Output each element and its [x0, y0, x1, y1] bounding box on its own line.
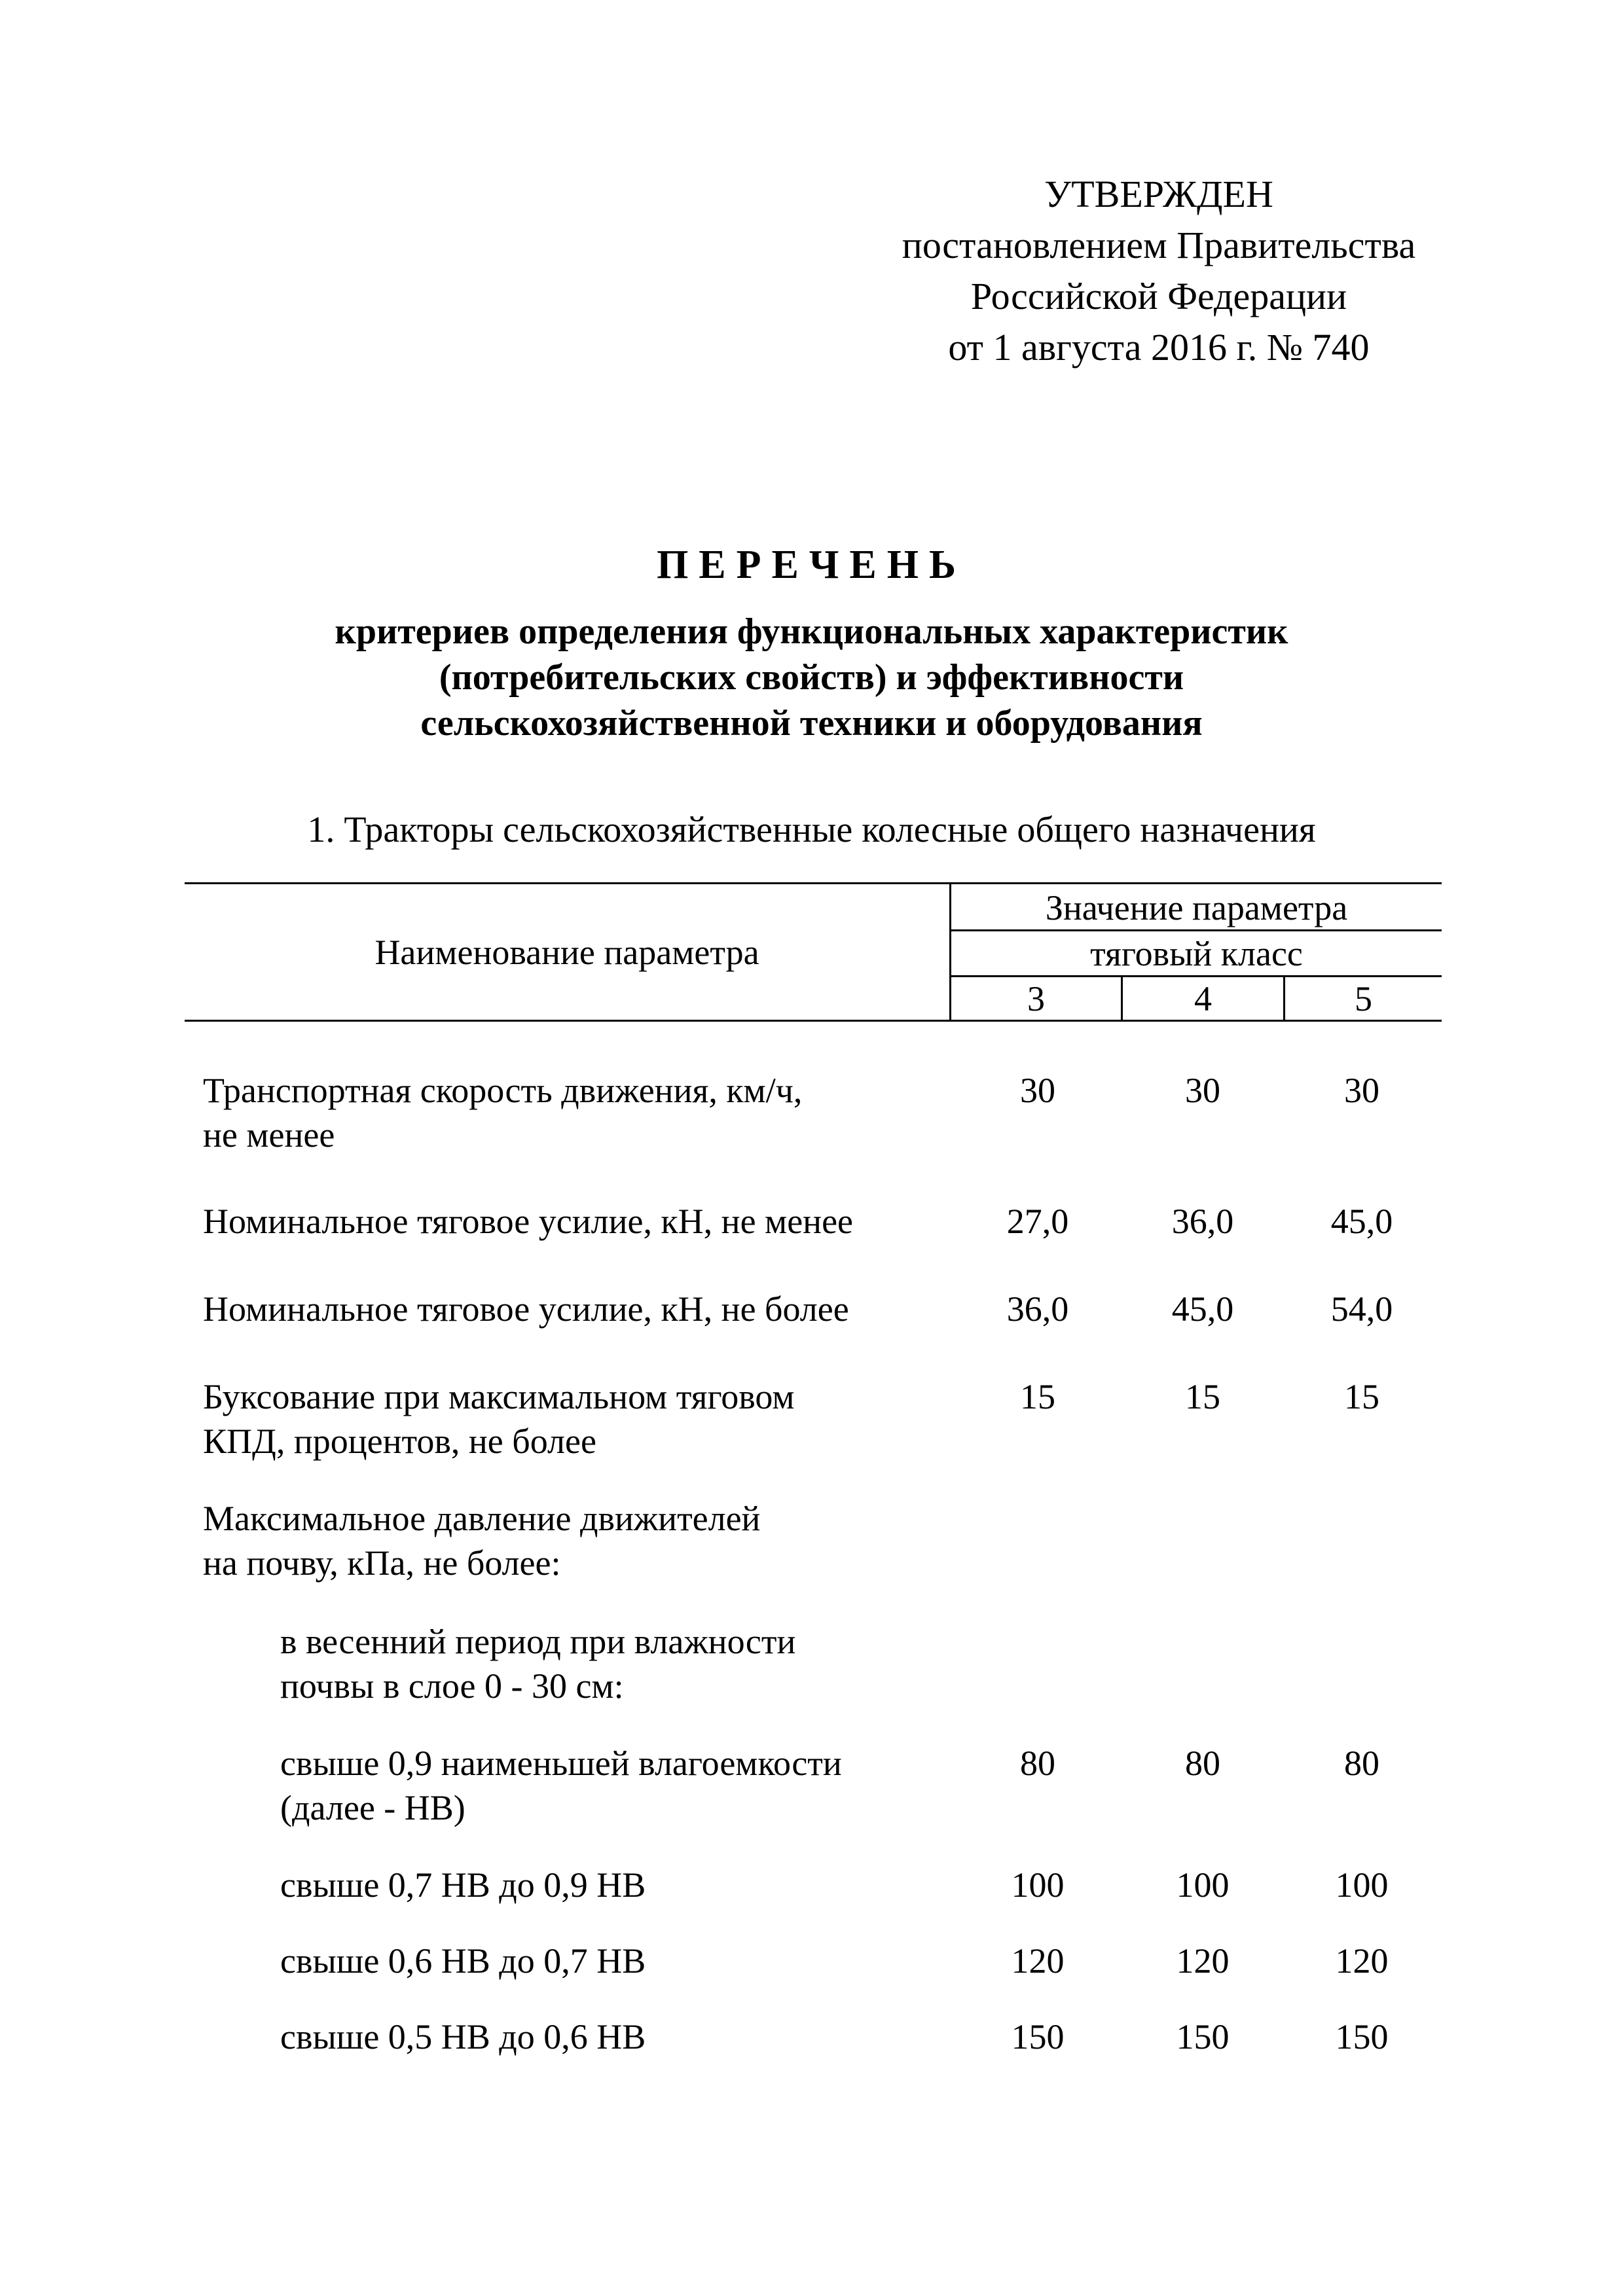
param-line: в весенний период при влажности: [280, 1622, 796, 1661]
approval-line: УТВЕРЖДЕН: [1044, 173, 1273, 215]
header-rule-2: [949, 975, 1442, 977]
param-line: не менее: [203, 1115, 335, 1155]
value-cell: 100: [1176, 1865, 1230, 1905]
subtitle-line: критериев определения функциональных характеристик: [335, 611, 1288, 652]
value-cell: 54,0: [1330, 1289, 1393, 1329]
document-title: ПЕРЕЧЕНЬ: [657, 543, 966, 587]
param-line: свыше 0,7 НВ до 0,9 НВ: [280, 1865, 646, 1905]
value-cell: 36,0: [1006, 1289, 1069, 1329]
value-cell: 100: [1011, 1865, 1065, 1905]
section-title: 1. Тракторы сельскохозяйственные колесные общего назначения: [307, 810, 1316, 850]
value-cell: 36,0: [1171, 1202, 1234, 1241]
header-value: Значение параметра: [1045, 888, 1348, 927]
header-class: тяговый класс: [1090, 934, 1303, 973]
value-cell: 150: [1176, 2017, 1230, 2056]
document-subtitle: [0, 609, 1623, 746]
param-line: Максимальное давление движителей: [203, 1499, 761, 1538]
param-line: почвы в слое 0 - 30 см:: [280, 1666, 624, 1706]
value-cell: 30: [1020, 1071, 1055, 1110]
class-label: 5: [1355, 979, 1372, 1018]
subtitle-line: (потребительских свойств) и эффективности: [439, 657, 1184, 698]
value-cell: 15: [1020, 1377, 1055, 1416]
value-cell: 80: [1185, 1744, 1220, 1783]
value-cell: 120: [1176, 1941, 1230, 1981]
table-header-bottom-rule: [185, 1020, 1442, 1022]
value-cell: 120: [1335, 1941, 1389, 1981]
value-cell: 15: [1344, 1377, 1379, 1416]
value-cell: 30: [1185, 1071, 1220, 1110]
header-rule-1: [949, 929, 1442, 931]
approval-line: Российской Федерации: [970, 275, 1347, 317]
value-cell: 27,0: [1006, 1202, 1069, 1241]
param-line: свыше 0,6 НВ до 0,7 НВ: [280, 1941, 646, 1981]
value-cell: 45,0: [1171, 1289, 1234, 1329]
param-line: Транспортная скорость движения, км/ч,: [203, 1071, 803, 1110]
value-cell: 80: [1344, 1744, 1379, 1783]
param-line: (далее - НВ): [280, 1788, 465, 1827]
param-line: на почву, кПа, не более:: [203, 1543, 561, 1583]
param-line: Буксование при максимальном тяговом: [203, 1377, 795, 1416]
value-cell: 100: [1335, 1865, 1389, 1905]
param-line: свыше 0,5 НВ до 0,6 НВ: [280, 2017, 646, 2056]
class-label: 4: [1194, 979, 1212, 1018]
value-cell: 45,0: [1330, 1202, 1393, 1241]
approval-line: постановлением Правительства: [902, 224, 1416, 266]
value-cell: 120: [1011, 1941, 1065, 1981]
param-line: свыше 0,9 наименьшей влагоемкости: [280, 1744, 842, 1783]
param-line: Номинальное тяговое усилие, кН, не более: [203, 1289, 849, 1329]
value-cell: 15: [1185, 1377, 1220, 1416]
header-param-name: Наименование параметра: [374, 933, 759, 972]
approval-block: [786, 169, 1532, 373]
param-line: Номинальное тяговое усилие, кН, не менее: [203, 1202, 854, 1241]
value-cell: 80: [1020, 1744, 1055, 1783]
value-cell: 150: [1011, 2017, 1065, 2056]
table-top-rule: [185, 882, 1442, 884]
value-cell: 150: [1335, 2017, 1389, 2056]
subtitle-line: сельскохозяйственной техники и оборудования: [420, 703, 1203, 744]
approval-line: от 1 августа 2016 г. № 740: [948, 326, 1370, 368]
param-line: КПД, процентов, не более: [203, 1422, 596, 1461]
value-cell: 30: [1344, 1071, 1379, 1110]
class-label: 3: [1027, 979, 1045, 1018]
